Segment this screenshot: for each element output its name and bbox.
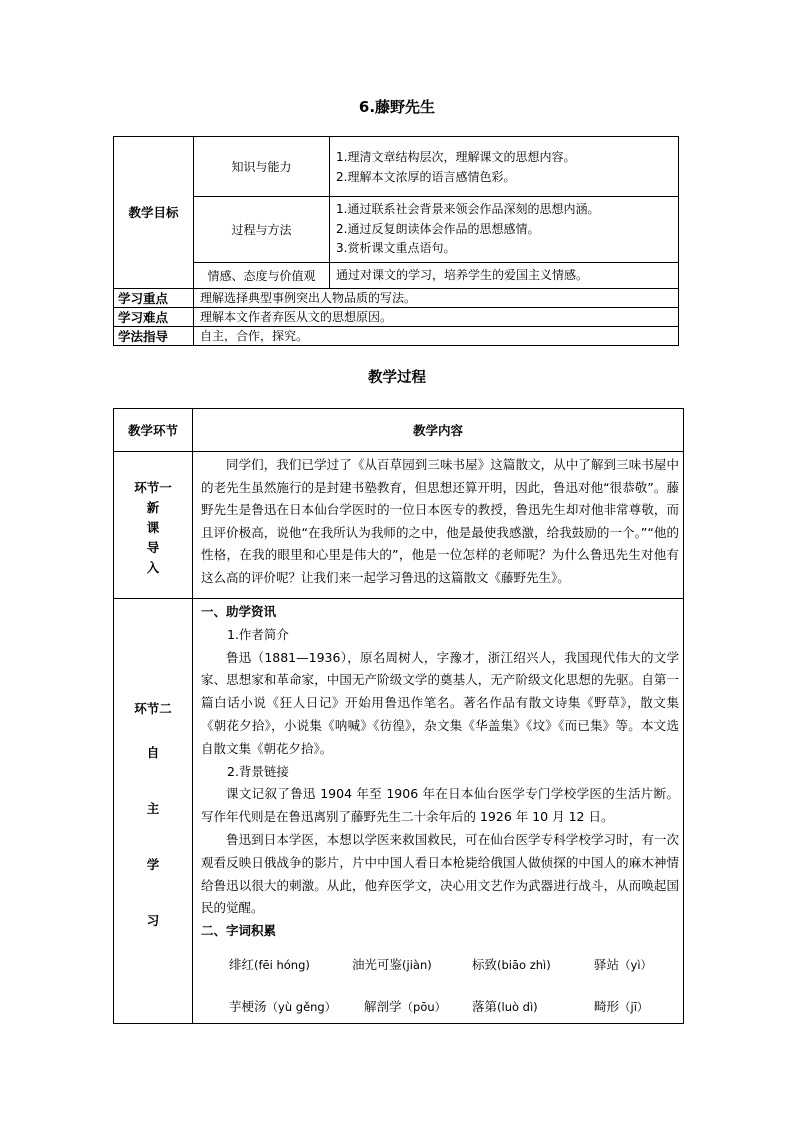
header-stage: 教学环节: [114, 409, 193, 452]
stage-label-line: 环节二: [134, 701, 172, 716]
section-heading: 一、助学资讯: [201, 604, 277, 619]
background-paragraph-2: 鲁迅到日本学医，本想以学医来救国救民，可在仙台医学专科学校学习时，有一次观看反映日俄战争的影片，片中中国人看日本枪毙给俄国人做侦探的中国人的麻木神情给鲁迅以很大的刺激。从此，他弃医学文，决心用文艺作为武器进行战斗，从而唤起国民的觉醒。: [201, 831, 679, 916]
key-point-value: 理解选择典型事例突出人物品质的写法。: [194, 288, 679, 307]
stage-label-line: 学: [146, 857, 160, 872]
method-label: 学法指导: [114, 326, 194, 345]
goals-category: 教学目标: [114, 137, 194, 289]
goal-label-knowledge: 知识与能力: [194, 137, 330, 197]
goal-line: 1.通过联系社会背景来领会作品深刻的思想内涵。: [336, 202, 600, 216]
vocab-item: 标致(biāo zhì): [472, 956, 551, 972]
method-value: 自主，合作，探究。: [194, 326, 679, 345]
stage2-content: [193, 599, 684, 1024]
goal-line: 3.赏析课文重点语句。: [336, 241, 456, 255]
vocab-item: 畸形（jī）: [594, 998, 649, 1014]
stage-label-line: 环节一: [134, 480, 172, 495]
goal-content-process: [330, 197, 679, 263]
difficulty-value: 理解本文作者弃医从文的思想原因。: [194, 307, 679, 326]
goal-content-knowledge: [330, 137, 679, 197]
subsection-heading: 2.背景链接: [227, 763, 289, 779]
stage-label-line: 自: [146, 745, 160, 760]
page-title: 6.藤野先生: [358, 98, 436, 116]
vocab-item: 解剖学（pōu）: [364, 998, 447, 1014]
goal-line: 2.理解本文浓厚的语言感情色彩。: [336, 169, 516, 184]
goal-label-emotion: 情感、态度与价值观: [194, 262, 330, 288]
process-table: [113, 408, 684, 1024]
vocab-row: [201, 995, 679, 1019]
goal-content-emotion: [330, 262, 679, 288]
stage-label-line: 入: [146, 560, 160, 575]
vocab-item: 油光可鉴(jiàn): [352, 956, 432, 972]
goals-table: [113, 136, 679, 346]
header-content: 教学内容: [193, 409, 684, 452]
process-title: 教学过程: [368, 370, 426, 386]
vocab-item: 落第(luò dì): [472, 998, 538, 1014]
vocab-item: 芋梗汤（yù gěng）: [229, 998, 337, 1014]
goal-label-process: 过程与方法: [194, 197, 330, 263]
stage-label-line: 习: [146, 913, 160, 928]
goal-line: 2.通过反复朗读体会作品的思想感情。: [336, 221, 540, 236]
goal-line: 1.理清文章结构层次，理解课文的思想内容。: [336, 149, 576, 164]
vocab-row: [201, 953, 679, 977]
stage-label-line: 新: [146, 500, 160, 515]
background-paragraph: 课文记叙了鲁迅 1904 年至 1906 年在日本仙台医学专门学校学医的生活片断。写作年代则是在鲁迅离别了藤野先生二十余年后的 1926 年 10 月 12 日。: [201, 786, 679, 825]
vocab-item: 绯红(fēi hóng): [229, 956, 310, 972]
intro-paragraph: 同学们，我们已学过了《从百草园到三味书屋》这篇散文，从中了解到三味书屋中的老先生虽然施行的是封建书塾教育，但思想还算开明，因此，鲁迅对他“很恭敬”。藤野先生是鲁迅在日本仙台学医时的一位日本医专的教授，鲁迅先生却对他非常尊敬，而且评价极高，说他“在我所认为我师的之中，他是最使我感激，给我鼓励的一个。”“他的性格，在我的眼里和心里是伟大的”，他是一位怎样的老师呢？为什么鲁迅先生对他有这么高的评价呢？让我们来一起学习鲁迅的这篇散文《藤野先生》。: [201, 457, 679, 585]
vocab-item: 驿站（yì）: [594, 956, 653, 972]
stage1-content: [193, 452, 684, 599]
difficulty-label: 学习难点: [114, 307, 194, 326]
section-heading: 二、字词积累: [201, 923, 277, 939]
stage-label-line: 主: [146, 801, 160, 816]
goal-line: 通过对课文的学习，培养学生的爱国主义情感。: [336, 268, 589, 282]
key-point-label: 学习重点: [114, 288, 194, 307]
subsection-heading: 1.作者简介: [227, 626, 289, 642]
stage-label-line: 导: [146, 540, 160, 555]
author-intro-paragraph: 鲁迅（1881—1936），原名周树人，字豫才，浙江绍兴人，我国现代伟大的文学家、思想家和革命家，中国无产阶级文学的奠基人，无产阶级文化思想的先驱。自第一篇白话小说《狂人日记》开始用鲁迅作笔名。著名作品有散文诗集《野草》，散文集《朝花夕拾》，小说集《呐喊》《彷徨》，杂文集《华盖集》《坟》《而已集》等。本文选自散文集《朝花夕拾》。: [201, 649, 679, 756]
stage2-label: [114, 599, 193, 1024]
stage1-label: [114, 452, 193, 599]
stage-label-line: 课: [146, 520, 160, 535]
